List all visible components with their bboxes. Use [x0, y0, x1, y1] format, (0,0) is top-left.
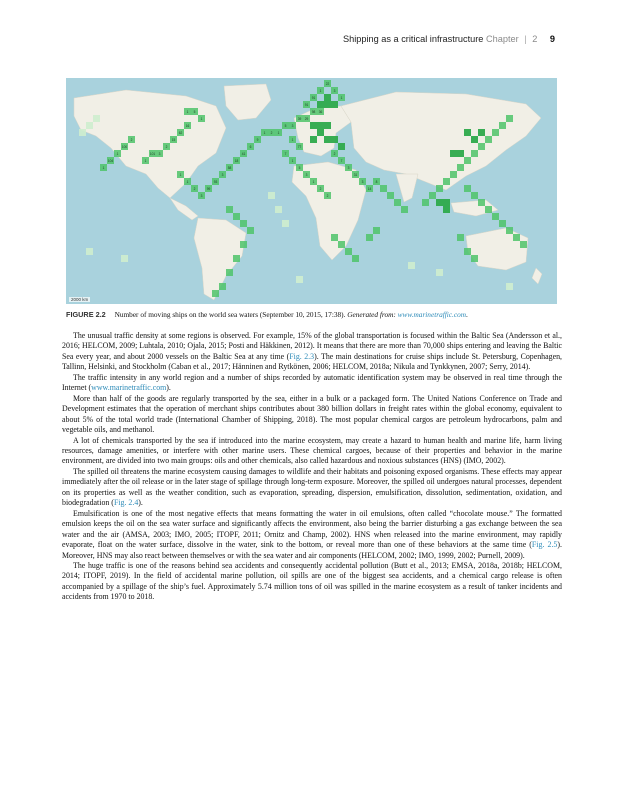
- cell-count: 31: [353, 173, 358, 177]
- cell-count: 1: [277, 131, 280, 135]
- cell-count: 15: [171, 138, 176, 142]
- cell-count: 2: [130, 138, 133, 142]
- cell-count: 8: [375, 180, 378, 184]
- cell-count: 3: [333, 89, 336, 93]
- separator: |: [524, 34, 527, 44]
- world-traffic-map: [66, 78, 557, 304]
- caption-text: Number of moving ships on the world sea waters (September 10, 2015, 17:38).: [114, 310, 346, 319]
- cell-count: 3: [305, 173, 308, 177]
- cell-count: 7: [284, 152, 287, 156]
- cell-count: 1: [340, 96, 343, 100]
- cell-count: 1: [319, 89, 322, 93]
- paragraph-text: ).: [138, 498, 143, 508]
- figure-label: FIGURE 2.2: [66, 310, 106, 319]
- cell-count: 91: [311, 96, 316, 100]
- cell-count: 7: [340, 159, 343, 163]
- cell-count: 2: [165, 145, 168, 149]
- cell-count: 2: [319, 187, 322, 191]
- cell-count: 2: [326, 194, 329, 198]
- cell-count: 1: [102, 166, 105, 170]
- cell-count: 1: [144, 159, 147, 163]
- caption-link[interactable]: www.marinetraffic.com: [397, 310, 467, 319]
- cell-count: 18: [234, 159, 239, 163]
- cell-count: 3: [158, 152, 161, 156]
- cell-count: 98: [311, 110, 316, 114]
- cell-count: 2: [270, 131, 273, 135]
- cell-count: 2: [333, 152, 336, 156]
- cell-count: 1: [186, 180, 189, 184]
- cell-count: 3: [291, 124, 294, 128]
- paragraph: [62, 467, 562, 509]
- cell-count: 39: [297, 117, 302, 121]
- cell-count: 1: [186, 110, 189, 114]
- cell-count: 36: [318, 110, 323, 114]
- figure-caption: [66, 310, 561, 319]
- cell-count: 1: [263, 131, 266, 135]
- running-head: [343, 34, 555, 44]
- cell-count: 1: [312, 180, 315, 184]
- caption-end: .: [466, 310, 468, 319]
- paragraph-text: A lot of chemicals transported by the sea if introduced into the marine ecosystem, may create a hazard to human health and marine life, harm living resources, damage amenities, or interfere with other marine users. These chemical cargoes, because of their properties and behavior in the marine environment, are divided into two main groups: oils and other chemicals, also called hazardous and noxious substances (HNS) (IMO, 2002).: [62, 435, 562, 466]
- cell-count: 62: [178, 131, 183, 135]
- paragraph: [62, 331, 562, 373]
- cell-count: 3: [200, 194, 203, 198]
- paragraph: [62, 561, 562, 603]
- cell-count: 3: [347, 166, 350, 170]
- paragraph-text: The traffic intensity in any world region and a number of ships recorded by automatic identification system may be observed in real time through the Internet (: [62, 372, 562, 393]
- cell-count: 3: [361, 180, 364, 184]
- cell-count: 9: [256, 138, 259, 142]
- cell-count: 41: [241, 152, 246, 156]
- cell-count: 16: [185, 124, 190, 128]
- paragraph-text: The spilled oil threatens the marine ecosystem causing damages to wildlife and their habitats and poisoning exposed organisms. These effects may appear immediately after the oil release or in the later stage of spillage through long-term exposure. Moreover, the spilled oil undergoes natural processes, dependent on its properties as well as the weather condition, such as evaporation, spreading, dispersion, emulsification, dissolution, sedimentation, oxidation, and biodegradation (: [62, 466, 562, 508]
- paragraph-text: ). The main destinations for cruise ships include St. Petersburg, Copenhagen, Tallinn, Helsinki, and Stockholm (Caban et al., 2017; Hänninen and Rytkönen, 2006; HELCOM, 2018a; Nikula and Tynkkynen, 2007; Serry, 2014).: [62, 351, 562, 372]
- caption-generated: Generated from:: [347, 310, 396, 319]
- cell-count: 100: [121, 145, 128, 149]
- scale-label: 2000 km: [71, 297, 89, 302]
- cell-count: 1: [116, 152, 119, 156]
- cell-count: 6: [249, 145, 252, 149]
- body-text: [62, 331, 562, 603]
- cell-count: 99: [206, 187, 211, 191]
- cell-count: 1: [200, 117, 203, 121]
- cell-count: 93: [213, 180, 218, 184]
- cell-count: 2: [193, 187, 196, 191]
- figure-reference-link[interactable]: Fig. 2.3: [289, 351, 315, 361]
- chapter-label: Chapter: [485, 34, 519, 44]
- paragraph: [62, 373, 562, 394]
- paragraph: [62, 509, 562, 561]
- paragraph-text: ).: [166, 383, 171, 393]
- cell-count: 5: [284, 124, 287, 128]
- paragraph-text: The unusual traffic density at some regions is observed. For example, 15% of the global transportation is focused within the Baltic Sea (Andersson et al., 2016; HELCOM, 2009; Luhtala, 2010; Ojala, 2015; Posti and Häkkinen, 2012). It means that there are more than 70,000 ships entering and leaving the Baltic Sea every year, and about 2000 vessels on the Baltic Sea at any time (: [62, 331, 562, 361]
- figure-reference-link[interactable]: Fig. 2.5: [531, 540, 558, 550]
- cell-count: 91: [304, 103, 309, 107]
- cell-count: 14: [367, 187, 372, 191]
- cell-count: 3: [221, 173, 224, 177]
- cell-count: 1: [291, 138, 294, 142]
- map-graphic: [66, 78, 557, 304]
- cell-count: 58: [227, 166, 232, 170]
- figure-reference-link[interactable]: Fig. 2.4: [113, 498, 139, 508]
- paragraph-text: ). Moreover, HNS may also react between themselves or with the sea water and air components (HELCOM, 2002; IMO, 1999, 2002; Purnell, 2009).: [62, 540, 562, 560]
- cell-count: 101: [149, 152, 156, 156]
- paragraph: [62, 436, 562, 467]
- paragraph: [62, 394, 562, 436]
- page-number: 9: [549, 34, 555, 44]
- cell-count: 22: [325, 82, 330, 86]
- paragraph-text: More than half of the goods are regularly transported by the sea, either in a bulk or a packaged form. The United Nations Conference on Trade and Development estimates that the operation of merchant ships contributes about 380 billion dollars in freight rates within the global economy, equivalent to about 5% of the total world trade (International Chamber of Shipping, 2018). The most popular chemical cargos are petroleum hydrocarbons, palm and vegetable oils, and methanol.: [62, 393, 562, 435]
- cell-count: 104: [107, 159, 114, 163]
- cell-count: 29: [304, 117, 309, 121]
- cell-count: 77: [297, 145, 302, 149]
- cell-count: 1: [291, 159, 294, 163]
- cell-count: 1: [179, 173, 182, 177]
- web-link[interactable]: www.marinetraffic.com: [91, 383, 167, 393]
- running-head-title: Shipping as a critical infrastructure: [342, 34, 484, 44]
- cell-count: 5: [193, 110, 196, 114]
- paragraph-text: Emulsification is one of the most negative effects that means formatting the water in oil emulsions, often called “chocolate mouse.” The formatted emulsion keeps the oil on the sea water surface and significantly affects the environment, also being the barrier disturbing a gas exchange between the sea water and the air (AMSA, 2003; IMO, 2005; ITOPF, 2011; Ornitz and Champ, 2002). HNS when released into the marine environment, may rapidly evaporate, float on the water surface, dissolve in the water, sink to the bottom, or reveal more than one of these behaviors at the same time (: [62, 508, 562, 550]
- paragraph-text: The huge traffic is one of the reasons behind sea accidents and consequently accidental pollution (Butt et al., 2013; EMSA, 2018a, 2018b; HELCOM, 2014; ITOPF, 2019). In the field of accidental marine pollution, oil spills are one of the biggest sea accidents, and a chemical cargo release is often accompanied by a spillage of the ship’s fuel. Approximately 5.74 million tons of oil was spilled in the marine ecosystem as a result of tanker incidents and accidents from 1970 to 2018.: [62, 560, 562, 602]
- cell-count: 5: [298, 166, 301, 170]
- chapter-number: 2: [532, 34, 538, 44]
